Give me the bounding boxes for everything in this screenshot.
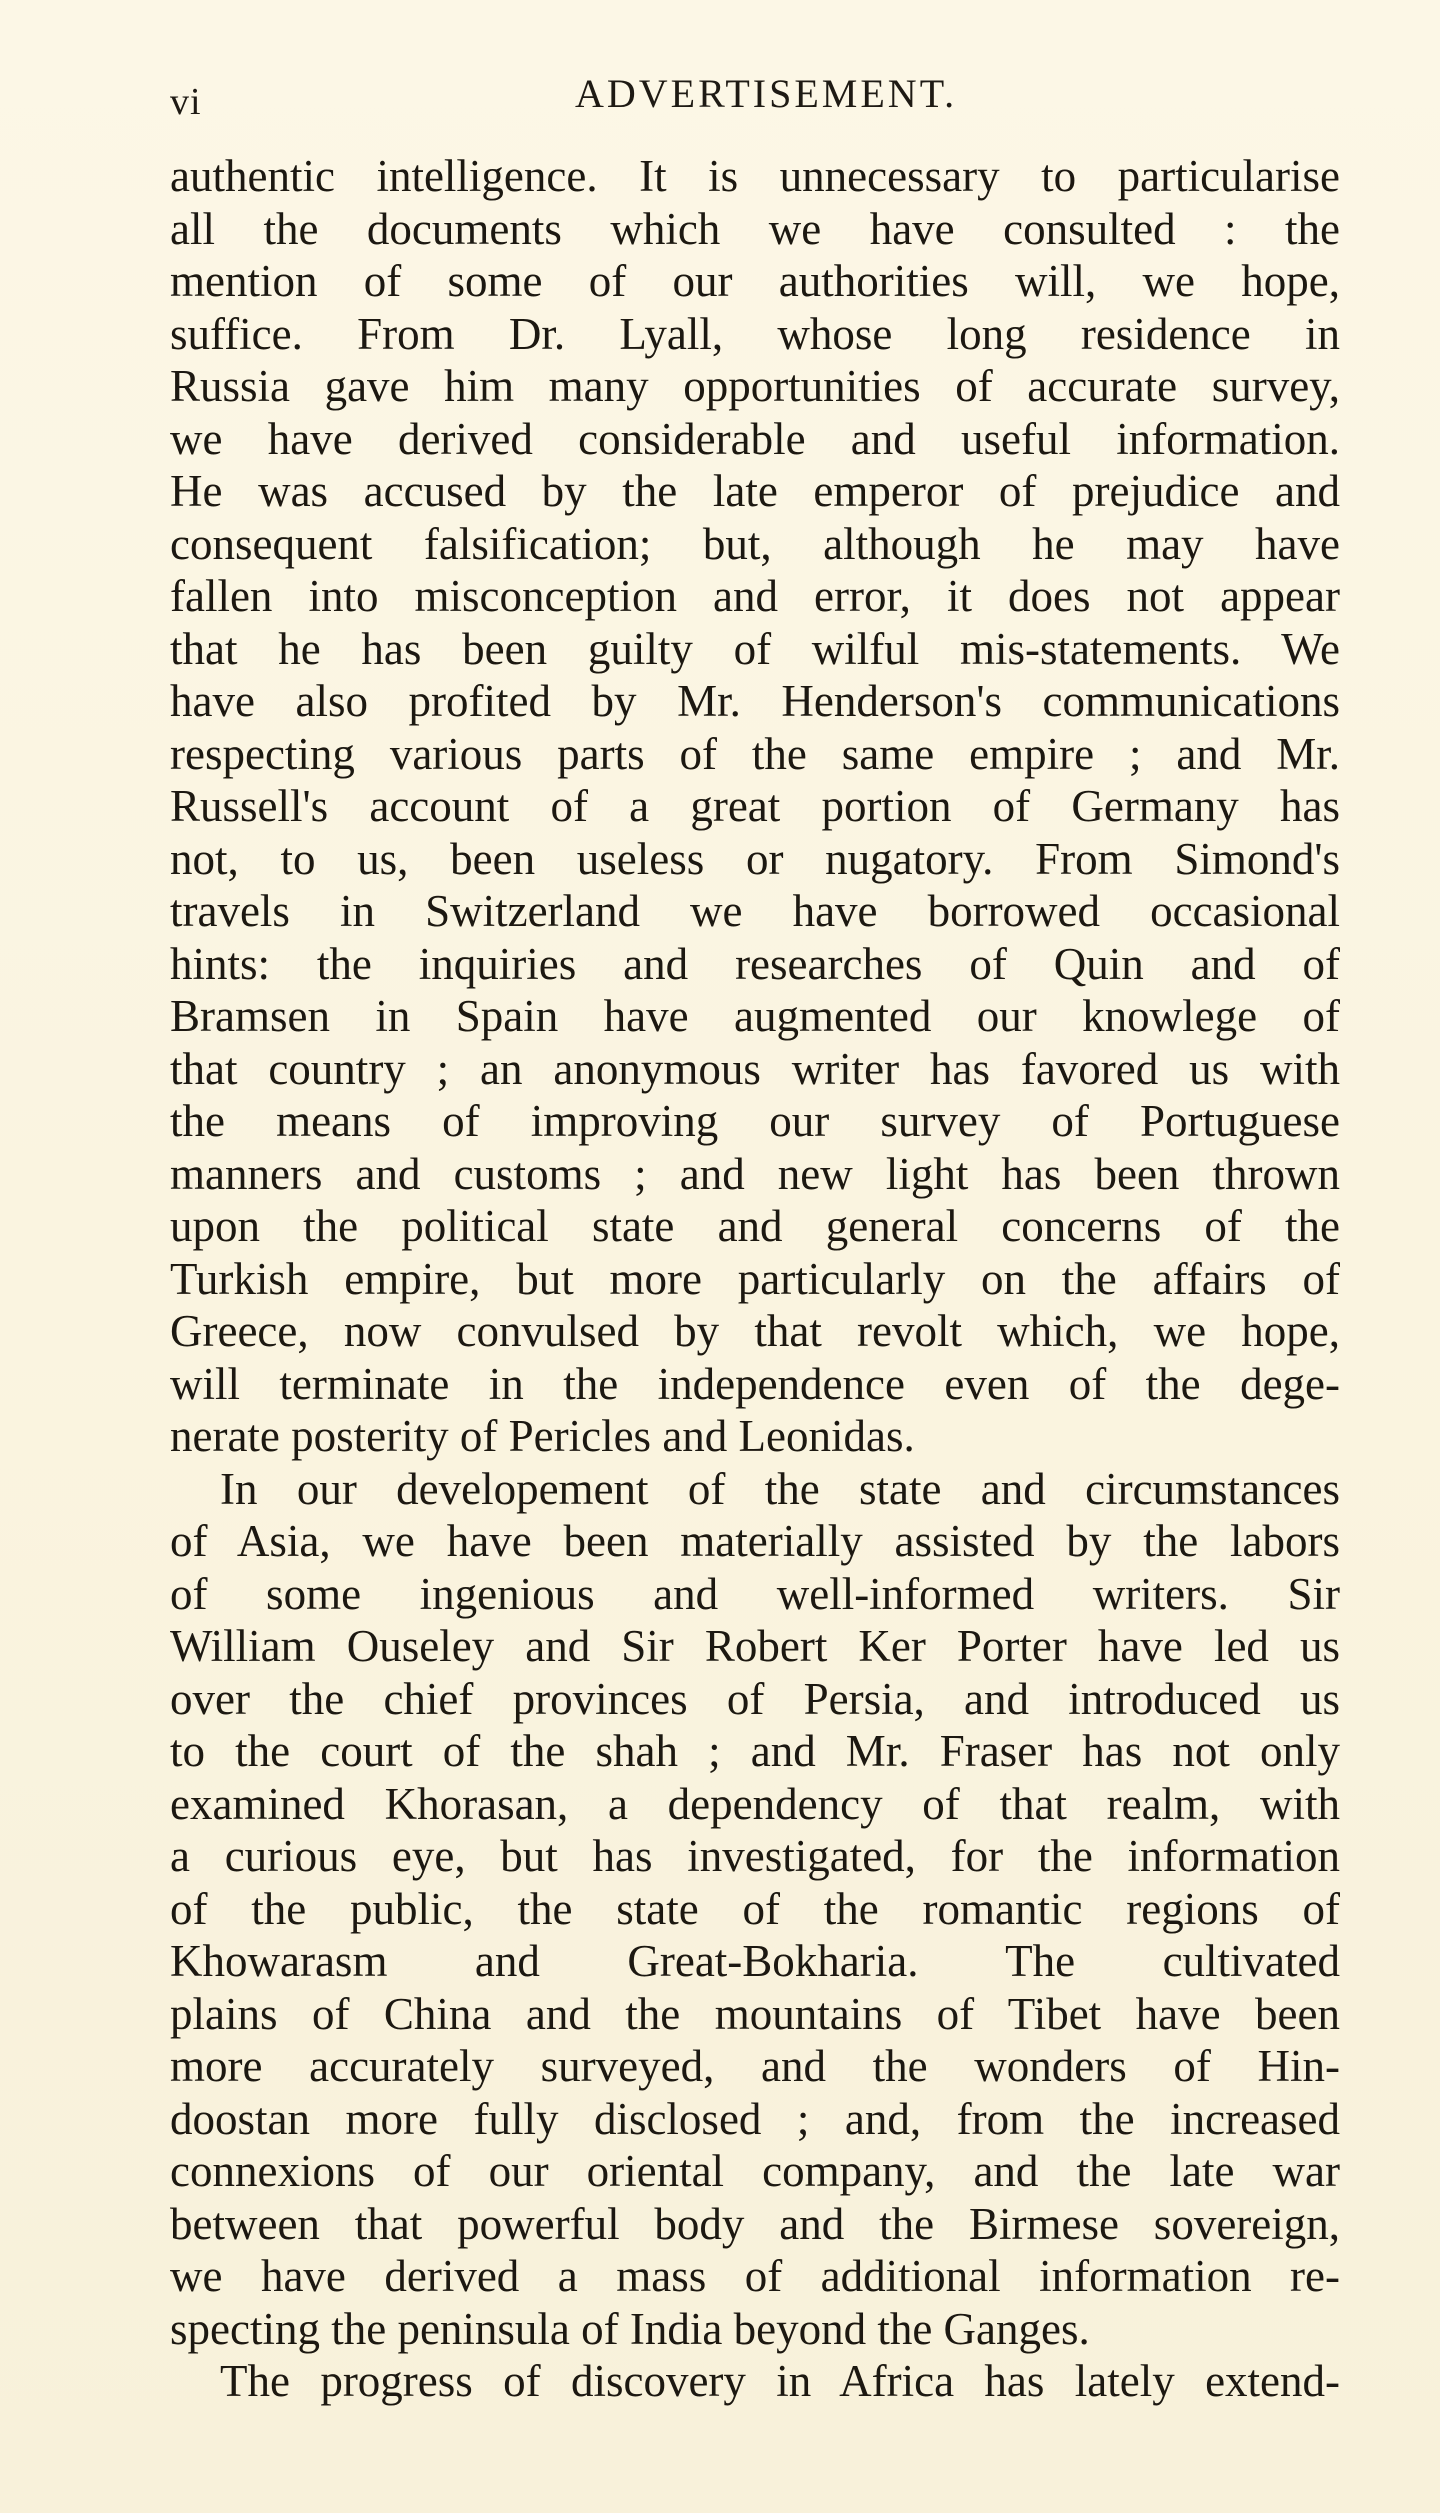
page-header	[170, 70, 1350, 130]
text-line: will terminate in the independence even of the dege-	[170, 1358, 1340, 1409]
text-line: specting the peninsula of India beyond the Ganges.	[170, 2303, 1090, 2354]
text-line: plains of China and the mountains of Tibet have been	[170, 1988, 1340, 2039]
text-line: upon the political state and general concerns of the	[170, 1201, 1340, 1251]
text-line: more accurately surveyed, and the wonders of Hin-	[170, 2041, 1340, 2091]
text-line: a curious eye, but has investigated, for the information	[170, 1831, 1340, 1881]
text-line: we have derived a mass of additional information re-	[170, 2251, 1340, 2301]
text-line: Greece, now convulsed by that revolt which, we hope,	[170, 1306, 1340, 1356]
running-head: ADVERTISEMENT.	[575, 71, 958, 116]
text-line: not, to us, been useless or nugatory. From Simond's	[170, 833, 1340, 884]
text-line: Khowarasm and Great-Bokharia. The cultivated	[170, 1936, 1340, 1986]
text-line: manners and customs ; and new light has been thrown	[170, 1148, 1340, 1199]
page-number: vi	[170, 81, 202, 123]
text-line: of Asia, we have been materially assisted by the labors	[170, 1516, 1340, 1566]
text-line: travels in Switzerland we have borrowed occasional	[170, 886, 1340, 936]
text-line: of some ingenious and well-informed writers. Sir	[170, 1568, 1340, 1619]
text-line: Russell's account of a great portion of Germany has	[170, 781, 1340, 831]
text-line: The progress of discovery in Africa has lately extend-	[220, 2356, 1340, 2406]
text-line: William Ouseley and Sir Robert Ker Porter have led us	[170, 1621, 1340, 1671]
text-line: that he has been guilty of wilful mis-statements. We	[170, 623, 1340, 674]
text-line: respecting various parts of the same empire ; and Mr.	[170, 728, 1340, 779]
text-line: consequent falsification; but, although he may have	[170, 518, 1340, 569]
text-line: examined Khorasan, a dependency of that realm, with	[170, 1778, 1340, 1829]
text-line: all the documents which we have consulted : the	[170, 203, 1340, 254]
text-line: doostan more fully disclosed ; and, from the increased	[170, 2093, 1340, 2144]
text-line: the means of improving our survey of Portuguese	[170, 1096, 1340, 1146]
text-line: over the chief provinces of Persia, and introduced us	[170, 1673, 1340, 1724]
text-line: In our developement of the state and circumstances	[220, 1463, 1340, 1514]
text-line: have also profited by Mr. Henderson's communications	[170, 676, 1340, 726]
text-line: suffice. From Dr. Lyall, whose long residence in	[170, 308, 1340, 359]
text-line: Bramsen in Spain have augmented our knowlege of	[170, 991, 1340, 1041]
text-line: between that powerful body and the Birmese sovereign,	[170, 2198, 1340, 2249]
text-line: Russia gave him many opportunities of accurate survey,	[170, 361, 1340, 411]
text-line: to the court of the shah ; and Mr. Fraser has not only	[170, 1726, 1340, 1776]
text-line: that country ; an anonymous writer has favored us with	[170, 1043, 1340, 1094]
text-line: mention of some of our authorities will, we hope,	[170, 256, 1340, 306]
text-line: connexions of our oriental company, and the late war	[170, 2146, 1340, 2196]
text-line: hints: the inquiries and researches of Quin and of	[170, 938, 1340, 989]
text-line: nerate posterity of Pericles and Leonidas.	[170, 1411, 915, 1461]
text-line: authentic intelligence. It is unnecessary to particularise	[170, 151, 1340, 201]
text-line: fallen into misconception and error, it does not appear	[170, 571, 1340, 621]
text-line: He was accused by the late emperor of prejudice and	[170, 466, 1340, 516]
body-text	[170, 150, 1340, 2408]
text-line: Turkish empire, but more particularly on the affairs of	[170, 1253, 1340, 1304]
text-line: we have derived considerable and useful information.	[170, 413, 1340, 464]
text-line: of the public, the state of the romantic regions of	[170, 1883, 1340, 1934]
